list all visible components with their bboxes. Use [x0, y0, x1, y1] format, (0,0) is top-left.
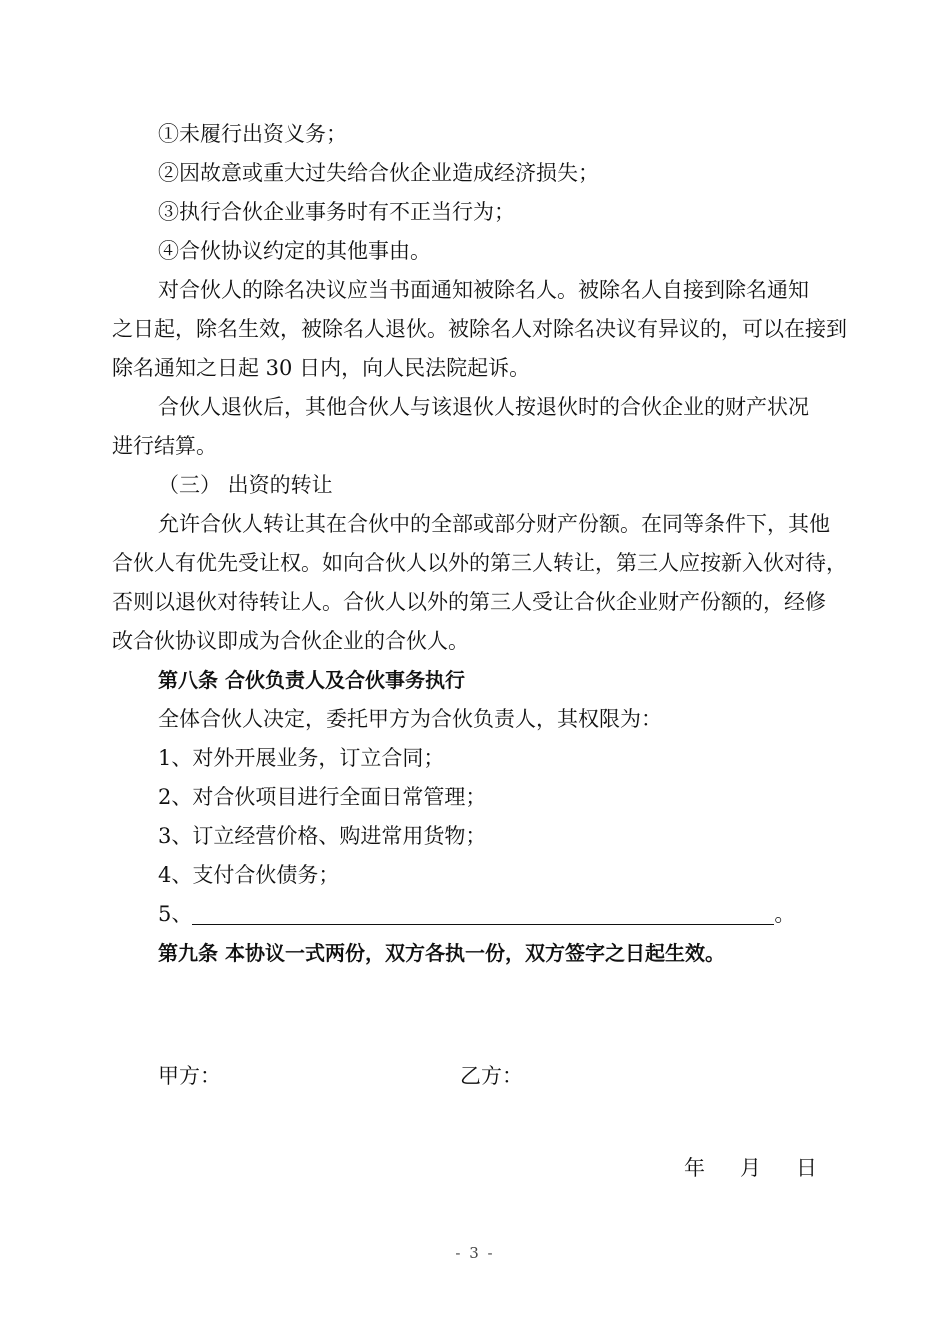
removal-condition-4: ④合伙协议约定的其他事由。	[158, 239, 431, 263]
party-b-label: 乙方：	[460, 1064, 523, 1088]
settlement-line-1: 合伙人退伙后，其他合伙人与该退伙人按退伙时的合伙企业的财产状况	[158, 395, 809, 419]
power-item-2: 2、对合伙项目进行全面日常管理；	[158, 785, 487, 809]
removal-condition-1: ①未履行出资义务；	[158, 122, 347, 146]
party-a-label: 甲方：	[158, 1064, 221, 1088]
article-8-intro: 全体合伙人决定，委托甲方为合伙负责人，其权限为：	[158, 707, 662, 731]
power-item-5-blank	[192, 902, 774, 925]
power-item-5	[158, 900, 795, 928]
removal-notice-line-3: 除名通知之日起 30 日内，向人民法院起诉。	[112, 356, 531, 380]
date-month-label: 月	[740, 1156, 761, 1180]
removal-notice-line-2: 之日起，除名生效，被除名人退伙。被除名人对除名决议有异议的，可以在接到	[112, 317, 847, 341]
power-item-5-prefix: 5、	[158, 902, 193, 926]
section-3-heading: （三） 出资的转让	[158, 473, 333, 497]
removal-condition-3: ③执行合伙企业事务时有不正当行为；	[158, 200, 515, 224]
removal-condition-2: ②因故意或重大过失给合伙企业造成经济损失；	[158, 161, 599, 185]
removal-notice-line-1: 对合伙人的除名决议应当书面通知被除名人。被除名人自接到除名通知	[158, 278, 809, 302]
date-year-label: 年	[684, 1156, 705, 1180]
power-item-4: 4、支付合伙债务；	[158, 863, 340, 887]
page-number: - 3 -	[455, 1244, 495, 1262]
transfer-line-1: 允许合伙人转让其在合伙中的全部或部分财产份额。在同等条件下，其他	[158, 512, 830, 536]
power-item-1: 1、对外开展业务，订立合同；	[158, 746, 445, 770]
power-item-5-suffix: 。	[774, 902, 796, 926]
power-item-3: 3、订立经营价格、购进常用货物；	[158, 824, 487, 848]
transfer-line-2: 合伙人有优先受让权。如向合伙人以外的第三人转让，第三人应按新入伙对待，	[112, 551, 847, 575]
transfer-line-3: 否则以退伙对待转让人。合伙人以外的第三人受让合伙企业财产份额的，经修	[112, 590, 826, 614]
date-day-label: 日	[796, 1156, 817, 1180]
transfer-line-4: 改合伙协议即成为合伙企业的合伙人。	[112, 629, 469, 653]
article-8-title: 第八条 合伙负责人及合伙事务执行	[158, 668, 465, 692]
settlement-line-2: 进行结算。	[112, 434, 217, 458]
article-9: 第九条 本协议一式两份，双方各执一份，双方签字之日起生效。	[158, 941, 725, 965]
